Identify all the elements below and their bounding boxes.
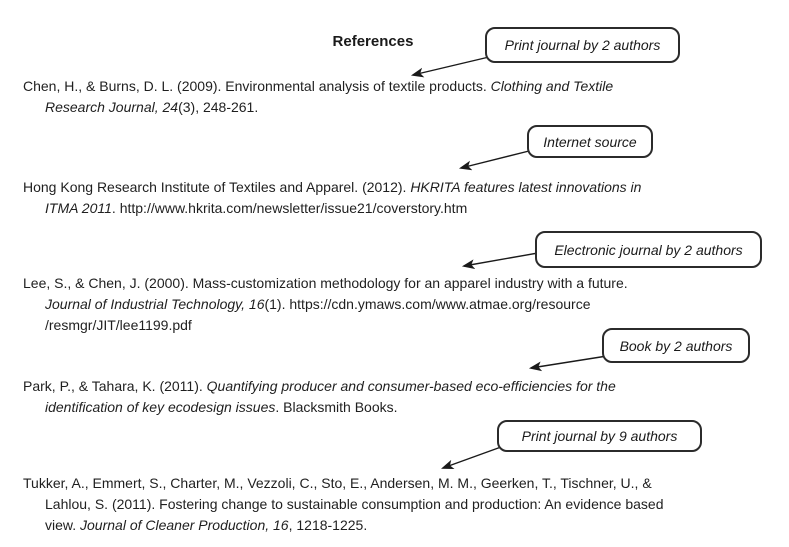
callout-label: Print journal by 2 authors bbox=[504, 37, 661, 53]
text-segment: identification of key ecodesign issues bbox=[45, 399, 276, 415]
callout-book-2-authors bbox=[602, 328, 750, 363]
text-segment: . http://www.hkrita.com/newsletter/issue21/coverstory.htm bbox=[111, 200, 468, 216]
text-segment: Clothing and Textile bbox=[490, 78, 614, 94]
reference-entry bbox=[23, 76, 743, 118]
text-segment: /resmgr/JIT/lee1199.pdf bbox=[45, 317, 192, 333]
reference-line bbox=[23, 376, 743, 397]
reference-entry bbox=[23, 376, 743, 418]
callout-arrow-3 bbox=[464, 253, 538, 266]
callout-arrow-4 bbox=[531, 356, 607, 368]
text-segment: (3), 248-261. bbox=[178, 99, 259, 115]
text-segment: Park, P., & Tahara, K. (2011). bbox=[23, 378, 207, 394]
text-segment: view. bbox=[45, 517, 81, 533]
callout-print-journal-9-authors bbox=[497, 420, 702, 452]
callout-label: Electronic journal by 2 authors bbox=[554, 241, 743, 258]
reference-line bbox=[23, 76, 743, 97]
reference-line bbox=[45, 515, 743, 536]
reference-line bbox=[45, 198, 743, 219]
callout-internet-source bbox=[527, 125, 653, 158]
callout-arrow-1 bbox=[413, 57, 489, 75]
text-segment: . Blacksmith Books. bbox=[275, 399, 398, 415]
reference-line bbox=[45, 494, 743, 515]
text-segment: ITMA 2011 bbox=[45, 200, 112, 216]
page-title: References bbox=[332, 33, 414, 50]
reference-entry bbox=[23, 273, 743, 336]
text-segment: Quantifying producer and consumer-based eco-efficiencies for the bbox=[206, 378, 616, 394]
text-segment: Tukker, A., Emmert, S., Charter, M., Vezzoli, C., Sto, E., Andersen, M. M., Geerken, T., Tischner, U., & bbox=[23, 475, 652, 491]
text-segment: Lahlou, S. (2011). Fostering change to sustainable consumption and production: An evidence based bbox=[45, 496, 664, 512]
callout-label: Print journal by 9 authors bbox=[521, 428, 678, 444]
callout-print-journal-2-authors bbox=[485, 27, 680, 63]
callout-label: Book by 2 authors bbox=[619, 337, 733, 354]
text-segment: Research Journal, 24 bbox=[45, 99, 179, 115]
text-segment: Hong Kong Research Institute of Textiles and Apparel. (2012). bbox=[23, 179, 411, 195]
reference-line bbox=[23, 177, 743, 198]
reference-line bbox=[45, 97, 743, 118]
text-segment: , 1218-1225. bbox=[288, 517, 368, 533]
callout-electronic-journal-2-authors bbox=[535, 231, 762, 268]
reference-line bbox=[45, 397, 743, 418]
reference-entry bbox=[23, 177, 743, 219]
callout-arrow-5 bbox=[443, 447, 501, 468]
callout-label: Internet source bbox=[543, 133, 637, 150]
text-segment: Journal of Industrial Technology, 16 bbox=[45, 296, 265, 312]
text-segment: HKRITA features latest innovations in bbox=[410, 179, 642, 195]
text-segment: Journal of Cleaner Production, 16 bbox=[80, 517, 289, 533]
text-segment: (1). https://cdn.ymaws.com/www.atmae.org/resource bbox=[264, 296, 591, 312]
reference-entry bbox=[23, 473, 743, 536]
text-segment: Lee, S., & Chen, J. (2000). Mass-customization methodology for an apparel industry with a future. bbox=[23, 275, 628, 291]
text-segment: Chen, H., & Burns, D. L. (2009). Environmental analysis of textile products. bbox=[23, 78, 491, 94]
callout-arrow-2 bbox=[461, 151, 529, 168]
reference-line bbox=[23, 273, 743, 294]
reference-line bbox=[45, 294, 743, 315]
reference-line bbox=[23, 473, 743, 494]
